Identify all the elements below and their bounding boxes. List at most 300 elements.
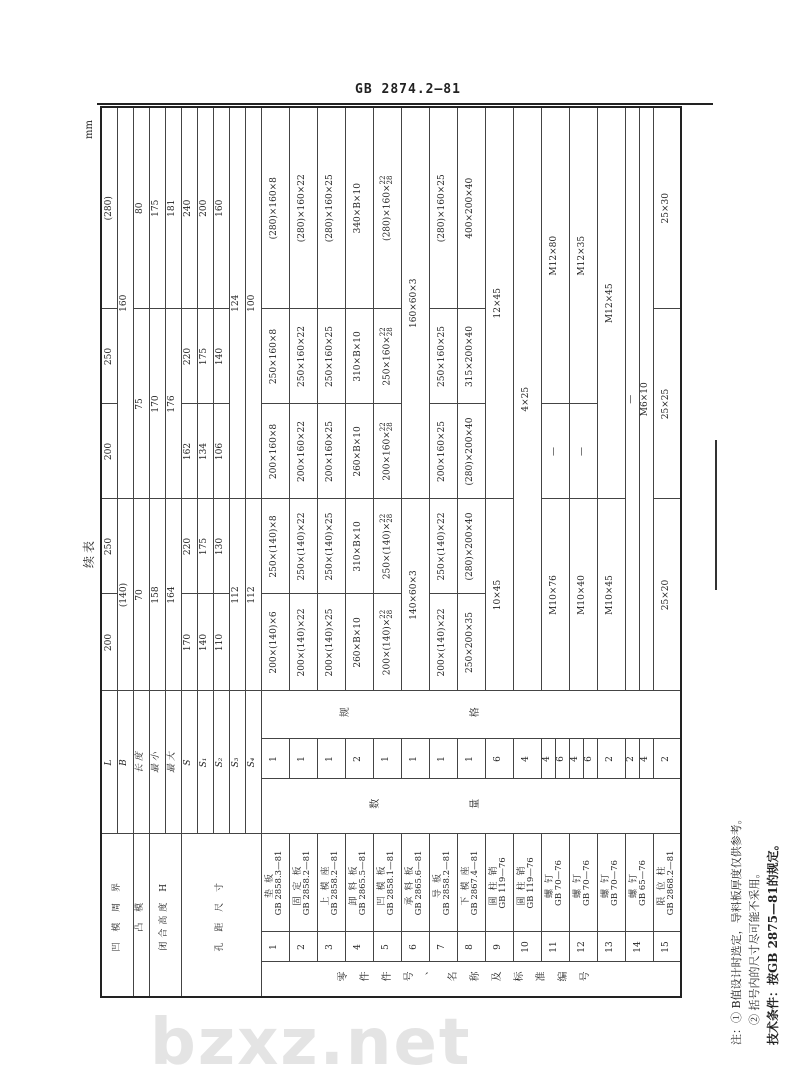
spec-value: 250×(140)×22 [297, 512, 308, 581]
spec-cell [165, 309, 181, 499]
spec-value: 220 [183, 347, 194, 366]
part-name [261, 834, 289, 932]
quantity-label-text: 数量 [369, 800, 570, 812]
spec-value: 220 [183, 537, 194, 556]
spec-cell [133, 107, 149, 309]
spec-cell [213, 499, 229, 594]
table-row [289, 107, 317, 997]
table-row [541, 107, 555, 997]
part-name [597, 834, 625, 932]
spec-value: (280) [103, 196, 114, 221]
header-sublabel-text: S₄ [247, 757, 258, 768]
table-body [101, 107, 681, 997]
part-name-text: 固定板 [292, 860, 303, 906]
spec-cell [289, 309, 317, 404]
table-row [597, 107, 611, 997]
part-number: 1 [261, 932, 289, 962]
spec-cell [653, 309, 681, 499]
spec-value: M6×10 [640, 382, 651, 417]
part-standard: GB 70—76 [582, 860, 593, 906]
spec-value: 140 [199, 633, 210, 652]
spec-cell [513, 107, 541, 691]
table-row [373, 107, 401, 997]
part-number: 15 [653, 932, 681, 962]
header-rule [97, 103, 713, 105]
quantity-value: 1 [429, 739, 457, 779]
watermark: bzxz.net [150, 1006, 472, 1080]
spec-value: 4×25 [521, 386, 532, 412]
spec-cell [261, 594, 289, 691]
spec-value: (280)×160×25 [437, 174, 448, 243]
spec-value: 112 [231, 586, 242, 604]
header-sublabel [133, 691, 149, 834]
spec-value: 170 [151, 395, 162, 413]
quantity-value: 2 [597, 739, 625, 779]
spec-cell [181, 309, 197, 404]
part-name [457, 834, 485, 932]
spec-cell [213, 107, 229, 309]
spec-cell [429, 404, 457, 499]
spec-cell [317, 309, 345, 404]
spec-cell [653, 499, 681, 691]
spec-cell [197, 404, 213, 499]
part-name-text: 卸料板 [348, 860, 359, 906]
part-standard: GB 2858.2—81 [330, 850, 341, 916]
header-label [101, 834, 133, 997]
spec-value: M12×80 [549, 235, 560, 276]
spec-cell [165, 499, 181, 691]
spec-value: 158 [151, 586, 162, 604]
part-name-text: 承料板 [404, 860, 415, 906]
header-label [149, 834, 181, 997]
spec-cell [289, 594, 317, 691]
spec-cell [117, 499, 133, 691]
table-row [513, 107, 541, 997]
quantity-value: 1 [373, 739, 401, 779]
part-number: 7 [429, 932, 457, 962]
unit-label: mm [84, 120, 95, 139]
thickness-option: 22 [379, 513, 387, 523]
spec-cell [181, 499, 197, 594]
spec-value: (280)×160× [382, 184, 393, 241]
thickness-option: 28 [386, 513, 394, 523]
part-standard: GB 70—76 [610, 860, 621, 906]
header-sublabel [181, 691, 197, 834]
header-row [181, 107, 197, 997]
spec-cell [261, 404, 289, 499]
header-row [101, 107, 117, 997]
header-sublabel [101, 691, 117, 834]
thickness-option: 22 [379, 175, 387, 185]
spec-cell [625, 107, 639, 691]
spec-value: 250×(140)×8 [269, 515, 280, 578]
spec-value: 200 [103, 633, 114, 652]
note-2: ② 括号内的尺寸尽可能不采用。 [748, 867, 761, 1025]
spec-value: 170 [183, 633, 194, 652]
spec-cell [457, 499, 485, 594]
spec-value: 250 [103, 347, 114, 366]
spec-value: 250×(140)× [382, 522, 393, 580]
part-name [485, 834, 513, 932]
spec-cell [289, 499, 317, 594]
spec-value: 25×30 [661, 193, 672, 224]
table-row [457, 107, 485, 997]
spec-value: 12×45 [493, 288, 504, 319]
header-label [133, 834, 149, 997]
part-name-text: 螺钉 [628, 868, 639, 899]
spec-value: (280)×200×40 [465, 512, 476, 581]
spec-value: M10×45 [605, 575, 616, 615]
spec-cell [101, 309, 117, 404]
spec-value: 200×(140)×6 [269, 611, 280, 674]
part-standard: GB 2865.5—81 [358, 850, 369, 916]
thickness-option: 22 [379, 422, 387, 432]
spec-cell [317, 499, 345, 594]
spec-value: 160 [119, 294, 130, 312]
spec-value: 175 [199, 537, 210, 556]
spec-cell [401, 499, 429, 691]
table-row [429, 107, 457, 997]
header-sublabel [149, 691, 165, 834]
spec-value: 106 [215, 442, 226, 461]
part-name-text: 螺钉 [572, 868, 583, 899]
part-name-text: 垫板 [264, 868, 275, 899]
table-row [485, 107, 513, 997]
part-standard: GB 2858.2—81 [442, 850, 453, 916]
table-row [653, 107, 667, 997]
spec-cell [541, 107, 569, 404]
spec-cell [101, 499, 117, 594]
part-name [373, 834, 401, 932]
part-standard: GB 2858.3—81 [274, 850, 285, 916]
part-name [653, 834, 681, 932]
part-name [289, 834, 317, 932]
spec-value: 130 [215, 537, 226, 556]
spec-value: 200 [199, 199, 210, 217]
spec-value: (280)×160×22 [297, 174, 308, 243]
spec-cell [373, 594, 401, 691]
quantity-value: 1 [261, 739, 289, 779]
part-number: 3 [317, 932, 345, 962]
spec-value: 310×B×10 [353, 521, 364, 572]
part-standard: GB 70—76 [554, 860, 565, 906]
table-row [317, 107, 345, 997]
spec-value: 260×B×10 [353, 617, 364, 668]
spec-cell [653, 107, 681, 309]
spec-value: 175 [199, 347, 210, 366]
spec-value: 315×200×40 [465, 326, 476, 387]
spec-cell [457, 404, 485, 499]
spec-cell [457, 594, 485, 691]
quantity-value: 4 [639, 739, 653, 779]
header-sublabel-text: S₁ [199, 757, 210, 768]
part-name [429, 834, 457, 932]
page-header-standard-number: GB 2874.2—81 [355, 82, 461, 97]
quantity-value: 1 [457, 739, 485, 779]
header-row [133, 107, 149, 997]
spec-cell [485, 499, 513, 691]
spec-cell [345, 594, 373, 691]
spec-thickness-options [380, 514, 394, 523]
spec-value: 110 [215, 633, 226, 652]
spec-cell [197, 499, 213, 594]
spec-value: 140 [215, 347, 226, 366]
header-sublabel [117, 691, 133, 834]
header-sublabel-text: S₃ [231, 757, 242, 768]
header-label [181, 834, 261, 997]
spec-cell [429, 309, 457, 404]
part-name-text: 圆柱销 [488, 860, 499, 906]
spec-cell [197, 107, 213, 309]
part-standard: GB 2868.2—81 [666, 850, 676, 916]
spec-value: 160×60×3 [409, 278, 420, 328]
spec-value: 200×160× [382, 431, 393, 481]
spec-cell [597, 499, 625, 691]
header-sublabel [229, 691, 245, 834]
header-sublabel-text: 长 度 [135, 752, 146, 773]
spec-thickness-options [380, 422, 394, 431]
spec-cell [149, 107, 165, 309]
spec-cell [345, 309, 373, 404]
spec-value: 164 [167, 586, 178, 604]
part-number: 4 [345, 932, 373, 962]
spec-cell [457, 107, 485, 309]
spec-value: 175 [151, 199, 162, 217]
spec-value: 162 [183, 442, 194, 461]
spec-cell [261, 499, 289, 594]
spec-cell [117, 107, 133, 499]
spec-value: — [577, 446, 588, 456]
spec-value: 260×B×10 [353, 426, 364, 477]
part-name-text: 凹模板 [376, 860, 387, 906]
parts-label-text: 零件件号、名称及标准编号 [337, 973, 602, 984]
spec-cell [569, 404, 597, 499]
spec-cell [181, 404, 197, 499]
spec-cell [213, 309, 229, 404]
spec-value: 250×200×35 [465, 612, 476, 673]
spec-cell [181, 594, 197, 691]
part-number: 14 [625, 932, 653, 962]
quantity-value: 1 [401, 739, 429, 779]
part-name-text: 上模座 [320, 860, 331, 906]
quantity-value: 6 [555, 739, 569, 779]
spec-value: 200×160×25 [437, 421, 448, 482]
spec-value: 250 [103, 537, 114, 556]
part-name [345, 834, 373, 932]
spec-label-text: 规格 [339, 708, 600, 720]
spec-cell [101, 404, 117, 499]
spec-cell [485, 107, 513, 499]
spec-cell [373, 404, 401, 499]
spec-value: 75 [135, 398, 146, 410]
thickness-option: 22 [379, 609, 387, 619]
header-label-text: 凸 模 [135, 898, 146, 932]
part-name [401, 834, 429, 932]
spec-cell [569, 499, 597, 691]
spec-value: 70 [135, 589, 146, 601]
part-name [541, 834, 569, 932]
table-title-bar [70, 108, 100, 998]
table-row [625, 107, 639, 997]
header-sublabel-text: S₂ [215, 757, 226, 768]
spec-cell [429, 594, 457, 691]
quantity-value: 1 [317, 739, 345, 779]
spec-value: 200×160×25 [325, 421, 336, 482]
quantity-value: 2 [653, 739, 681, 779]
part-standard: GB 119—76 [498, 857, 509, 909]
spec-cell [165, 107, 181, 309]
spec-value: M10×76 [549, 575, 560, 615]
part-number: 5 [373, 932, 401, 962]
spec-cell [317, 107, 345, 309]
part-name [569, 834, 597, 932]
spec-value: 200×160×8 [269, 423, 280, 480]
table-row [345, 107, 373, 997]
spec-value: 340×B×10 [353, 183, 364, 234]
spec-cell [197, 594, 213, 691]
spec-value: 176 [167, 395, 178, 413]
spec-cell [457, 309, 485, 404]
spec-cell [133, 499, 149, 691]
spec-value: 124 [231, 294, 242, 312]
spec-value: 200×(140)× [382, 618, 393, 676]
part-name [317, 834, 345, 932]
spec-value: 25×25 [661, 388, 672, 420]
spec-cell [213, 594, 229, 691]
spec-value: 10×45 [493, 579, 504, 611]
spec-cell [429, 107, 457, 309]
table-row [401, 107, 429, 997]
spec-value: M10×40 [577, 575, 588, 615]
spec-value: 112 [247, 586, 258, 604]
spec-value: 250×160×25 [325, 326, 336, 387]
thickness-option: 28 [386, 175, 394, 185]
table-title: 续表 [82, 538, 96, 569]
spec-cell [245, 107, 261, 499]
quantity-value: 4 [569, 739, 583, 779]
quantity-value: 6 [583, 739, 597, 779]
spec-cell [317, 404, 345, 499]
table-row [569, 107, 583, 997]
spec-value: 200×(140)×22 [297, 608, 308, 677]
die-set-table [100, 106, 682, 998]
part-number: 10 [513, 932, 541, 962]
spec-value: 80 [135, 202, 146, 214]
part-name-text: 下模座 [460, 860, 471, 906]
spec-cell [229, 107, 245, 499]
part-number: 2 [289, 932, 317, 962]
part-name [625, 834, 653, 932]
spec-cell [101, 107, 117, 309]
spec-cell [401, 107, 429, 499]
header-sublabel-text: 最 大 [167, 752, 178, 773]
parts-label [261, 962, 681, 997]
quantity-value: 4 [513, 739, 541, 779]
quantity-value: 6 [485, 739, 513, 779]
spec-value: 250×160×25 [437, 326, 448, 387]
part-number: 9 [485, 932, 513, 962]
spec-cell [197, 309, 213, 404]
spec-cell [213, 404, 229, 499]
spec-cell [345, 499, 373, 594]
spec-value: 25×20 [661, 579, 672, 611]
spec-cell [429, 499, 457, 594]
spec-cell [345, 404, 373, 499]
spec-value: 160 [215, 199, 226, 217]
spec-value: 250×160× [382, 336, 393, 386]
spec-cell [569, 107, 597, 404]
part-name-text: 限位柱 [656, 860, 667, 906]
header-label-text: 凹 模 周 界 [111, 878, 122, 952]
part-number: 13 [597, 932, 625, 962]
spec-value: 250×160×8 [269, 328, 280, 385]
quantity-label [261, 779, 681, 834]
technical-conditions: 技术条件：按GB 2875—81的规定。 [766, 838, 780, 1045]
spec-value: (280)×160×8 [269, 177, 280, 240]
spec-thickness-options [380, 610, 394, 619]
spec-cell [289, 404, 317, 499]
part-number: 8 [457, 932, 485, 962]
header-sublabel-text: B [119, 759, 130, 766]
spec-cell [289, 107, 317, 309]
spec-thickness-options [380, 327, 394, 336]
spec-value: 200 [103, 442, 114, 461]
header-sublabel [245, 691, 261, 834]
spec-cell [133, 309, 149, 499]
part-number: 6 [401, 932, 429, 962]
quantity-value: 1 [289, 739, 317, 779]
spec-cell [101, 594, 117, 691]
spec-cell [597, 107, 625, 499]
header-sublabel-text: S [183, 759, 194, 766]
part-number: 12 [569, 932, 597, 962]
spec-value: 200×(140)×22 [437, 608, 448, 677]
spec-cell [181, 107, 197, 309]
spec-label [261, 691, 681, 739]
spec-cell [229, 499, 245, 691]
spec-cell [245, 499, 261, 691]
spec-cell [149, 309, 165, 499]
spec-cell [373, 107, 401, 309]
thickness-option: 28 [386, 422, 394, 432]
part-name-text: 螺钉 [544, 868, 555, 899]
spec-thickness-options [380, 176, 394, 185]
spec-cell [639, 107, 653, 691]
spec-value: 200×160×22 [297, 421, 308, 482]
notes [728, 108, 782, 1045]
spec-value: 140×60×3 [409, 570, 420, 620]
spec-cell [345, 107, 373, 309]
spec-value: 400×200×40 [465, 177, 476, 239]
header-sublabel [165, 691, 181, 834]
spec-cell [149, 499, 165, 691]
spec-cell [373, 309, 401, 404]
part-standard: GB 119—76 [526, 857, 537, 909]
part-name [513, 834, 541, 932]
part-standard: GB 2858.1—81 [386, 850, 397, 916]
spec-cell [261, 309, 289, 404]
quantity-value: 4 [541, 739, 555, 779]
spec-value: (140) [119, 582, 130, 608]
header-label-text: 孔 距 尺 寸 [215, 878, 226, 952]
spec-value: 310×B×10 [353, 331, 364, 382]
part-number: 11 [541, 932, 569, 962]
spec-cell [373, 499, 401, 594]
spec-value: 250×(140)×25 [325, 512, 336, 581]
header-sublabel-text: L [103, 759, 114, 766]
thickness-option: 28 [386, 327, 394, 337]
spec-value: 100 [247, 294, 258, 312]
